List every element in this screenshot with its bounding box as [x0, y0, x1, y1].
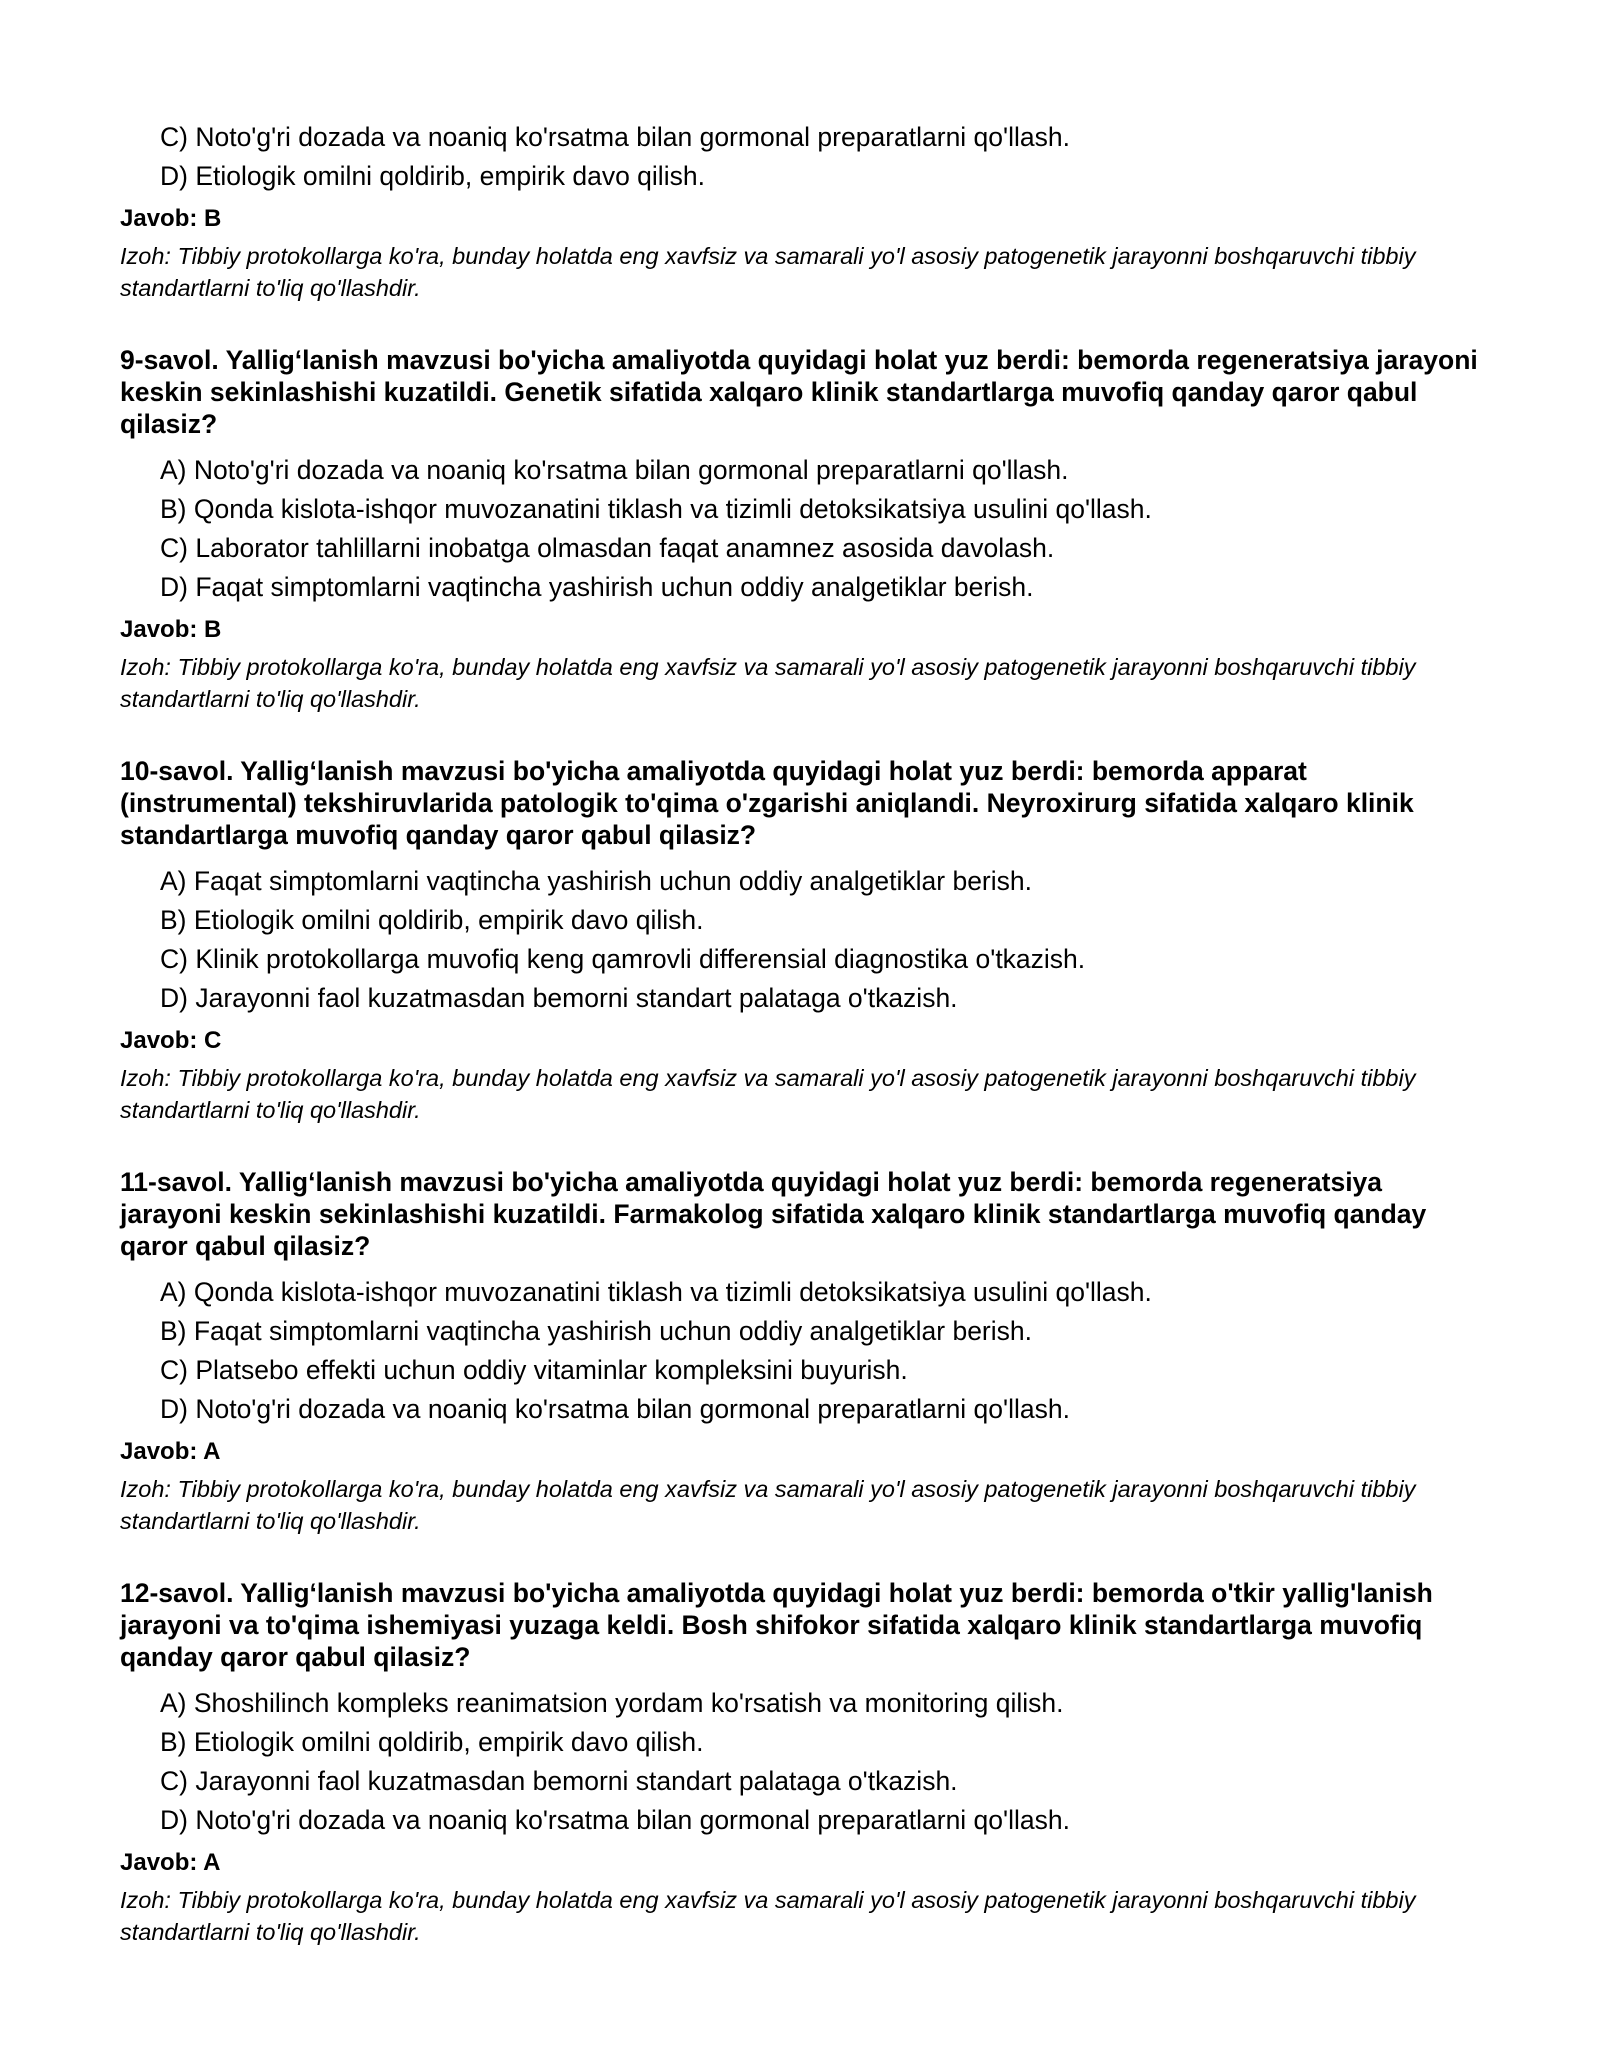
- question-10: [120, 755, 1490, 1126]
- option-c: C) Jarayonni faol kuzatmasdan bemorni standart palataga o'tkazish.: [160, 1766, 958, 1796]
- question-11: [120, 1166, 1490, 1537]
- answer-label: Javob: A: [120, 1849, 221, 1876]
- explanation-note: Izoh: Tibbiy protokollarga ko'ra, bunday holatda eng xavfsiz va samarali yo'l asosiy patogenetik jarayonni boshqaruvchi tibbiy standartlarni to'liq qo'llashdir.: [120, 1065, 1416, 1123]
- option-d: D) Etiologik omilni qoldirib, empirik davo qilish.: [160, 161, 705, 191]
- option-d: D) Faqat simptomlarni vaqtincha yashirish uchun oddiy analgetiklar berish.: [160, 572, 1034, 602]
- option-a: A) Faqat simptomlarni vaqtincha yashirish uchun oddiy analgetiklar berish.: [160, 866, 1032, 896]
- explanation-note: Izoh: Tibbiy protokollarga ko'ra, bunday holatda eng xavfsiz va samarali yo'l asosiy patogenetik jarayonni boshqaruvchi tibbiy standartlarni to'liq qo'llashdir.: [120, 1476, 1416, 1534]
- question-12: [120, 1577, 1490, 1948]
- answer-label: Javob: B: [120, 616, 222, 643]
- option-b: B) Etiologik omilni qoldirib, empirik davo qilish.: [160, 905, 704, 935]
- document-page: [120, 118, 1490, 1948]
- option-c: C) Klinik protokollarga muvofiq keng qamrovli differensial diagnostika o'tkazish.: [160, 944, 1086, 974]
- option-c: C) Platsebo effekti uchun oddiy vitaminlar kompleksini buyurish.: [160, 1355, 908, 1385]
- option-c: C) Laborator tahlillarni inobatga olmasdan faqat anamnez asosida davolash.: [160, 533, 1055, 563]
- answer-label: Javob: A: [120, 1438, 221, 1465]
- option-d: D) Jarayonni faol kuzatmasdan bemorni standart palataga o'tkazish.: [160, 983, 958, 1013]
- option-c: C) Noto'g'ri dozada va noaniq ko'rsatma bilan gormonal preparatlarni qo'llash.: [160, 122, 1070, 152]
- explanation-note: Izoh: Tibbiy protokollarga ko'ra, bunday holatda eng xavfsiz va samarali yo'l asosiy patogenetik jarayonni boshqaruvchi tibbiy standartlarni to'liq qo'llashdir.: [120, 1887, 1416, 1945]
- option-d: D) Noto'g'ri dozada va noaniq ko'rsatma bilan gormonal preparatlarni qo'llash.: [160, 1394, 1070, 1424]
- option-b: B) Etiologik omilni qoldirib, empirik davo qilish.: [160, 1727, 704, 1757]
- option-b: B) Faqat simptomlarni vaqtincha yashirish uchun oddiy analgetiklar berish.: [160, 1316, 1032, 1346]
- question-text: 12-savol. Yallig‘lanish mavzusi bo'yicha amaliyotda quyidagi holat yuz berdi: bemorda o'tkir yallig'lanish jarayoni va to'qima ishemiyasi yuzaga keldi. Bosh shifokor sifatida xalqaro klinik standartlarga muvofiq qanday qaror qabul qilasiz?: [120, 1578, 1433, 1672]
- option-a: A) Qonda kislota-ishqor muvozanatini tiklash va tizimli detoksikatsiya usulini qo'llash.: [160, 1277, 1152, 1307]
- question-text: 10-savol. Yallig‘lanish mavzusi bo'yicha amaliyotda quyidagi holat yuz berdi: bemorda apparat (instrumental) tekshiruvlarida patologik to'qima o'zgarishi aniqlandi. Neyroxirurg sifatida xalqaro klinik standartlarga muvofiq qanday qaror qabul qilasiz?: [120, 756, 1414, 850]
- answer-label: Javob: C: [120, 1027, 222, 1054]
- question-continuation: [120, 118, 1490, 304]
- question-text: 11-savol. Yallig‘lanish mavzusi bo'yicha amaliyotda quyidagi holat yuz berdi: bemorda regeneratsiya jarayoni keskin sekinlashishi kuzatildi. Farmakolog sifatida xalqaro klinik standartlarga muvofiq qanday qaror qabul qilasiz?: [120, 1167, 1427, 1261]
- answer-label: Javob: B: [120, 205, 222, 232]
- question-9: [120, 344, 1490, 715]
- option-d: D) Noto'g'ri dozada va noaniq ko'rsatma bilan gormonal preparatlarni qo'llash.: [160, 1805, 1070, 1835]
- option-a: A) Noto'g'ri dozada va noaniq ko'rsatma bilan gormonal preparatlarni qo'llash.: [160, 455, 1069, 485]
- option-b: B) Qonda kislota-ishqor muvozanatini tiklash va tizimli detoksikatsiya usulini qo'llash.: [160, 494, 1152, 524]
- option-a: A) Shoshilinch kompleks reanimatsion yordam ko'rsatish va monitoring qilish.: [160, 1688, 1064, 1718]
- question-text: 9-savol. Yallig‘lanish mavzusi bo'yicha amaliyotda quyidagi holat yuz berdi: bemorda regeneratsiya jarayoni keskin sekinlashishi kuzatildi. Genetik sifatida xalqaro klinik standartlarga muvofiq qanday qaror qabul qilasiz?: [120, 345, 1478, 439]
- explanation-note: Izoh: Tibbiy protokollarga ko'ra, bunday holatda eng xavfsiz va samarali yo'l asosiy patogenetik jarayonni boshqaruvchi tibbiy standartlarni to'liq qo'llashdir.: [120, 654, 1416, 712]
- explanation-note: Izoh: Tibbiy protokollarga ko'ra, bunday holatda eng xavfsiz va samarali yo'l asosiy patogenetik jarayonni boshqaruvchi tibbiy standartlarni to'liq qo'llashdir.: [120, 243, 1416, 301]
